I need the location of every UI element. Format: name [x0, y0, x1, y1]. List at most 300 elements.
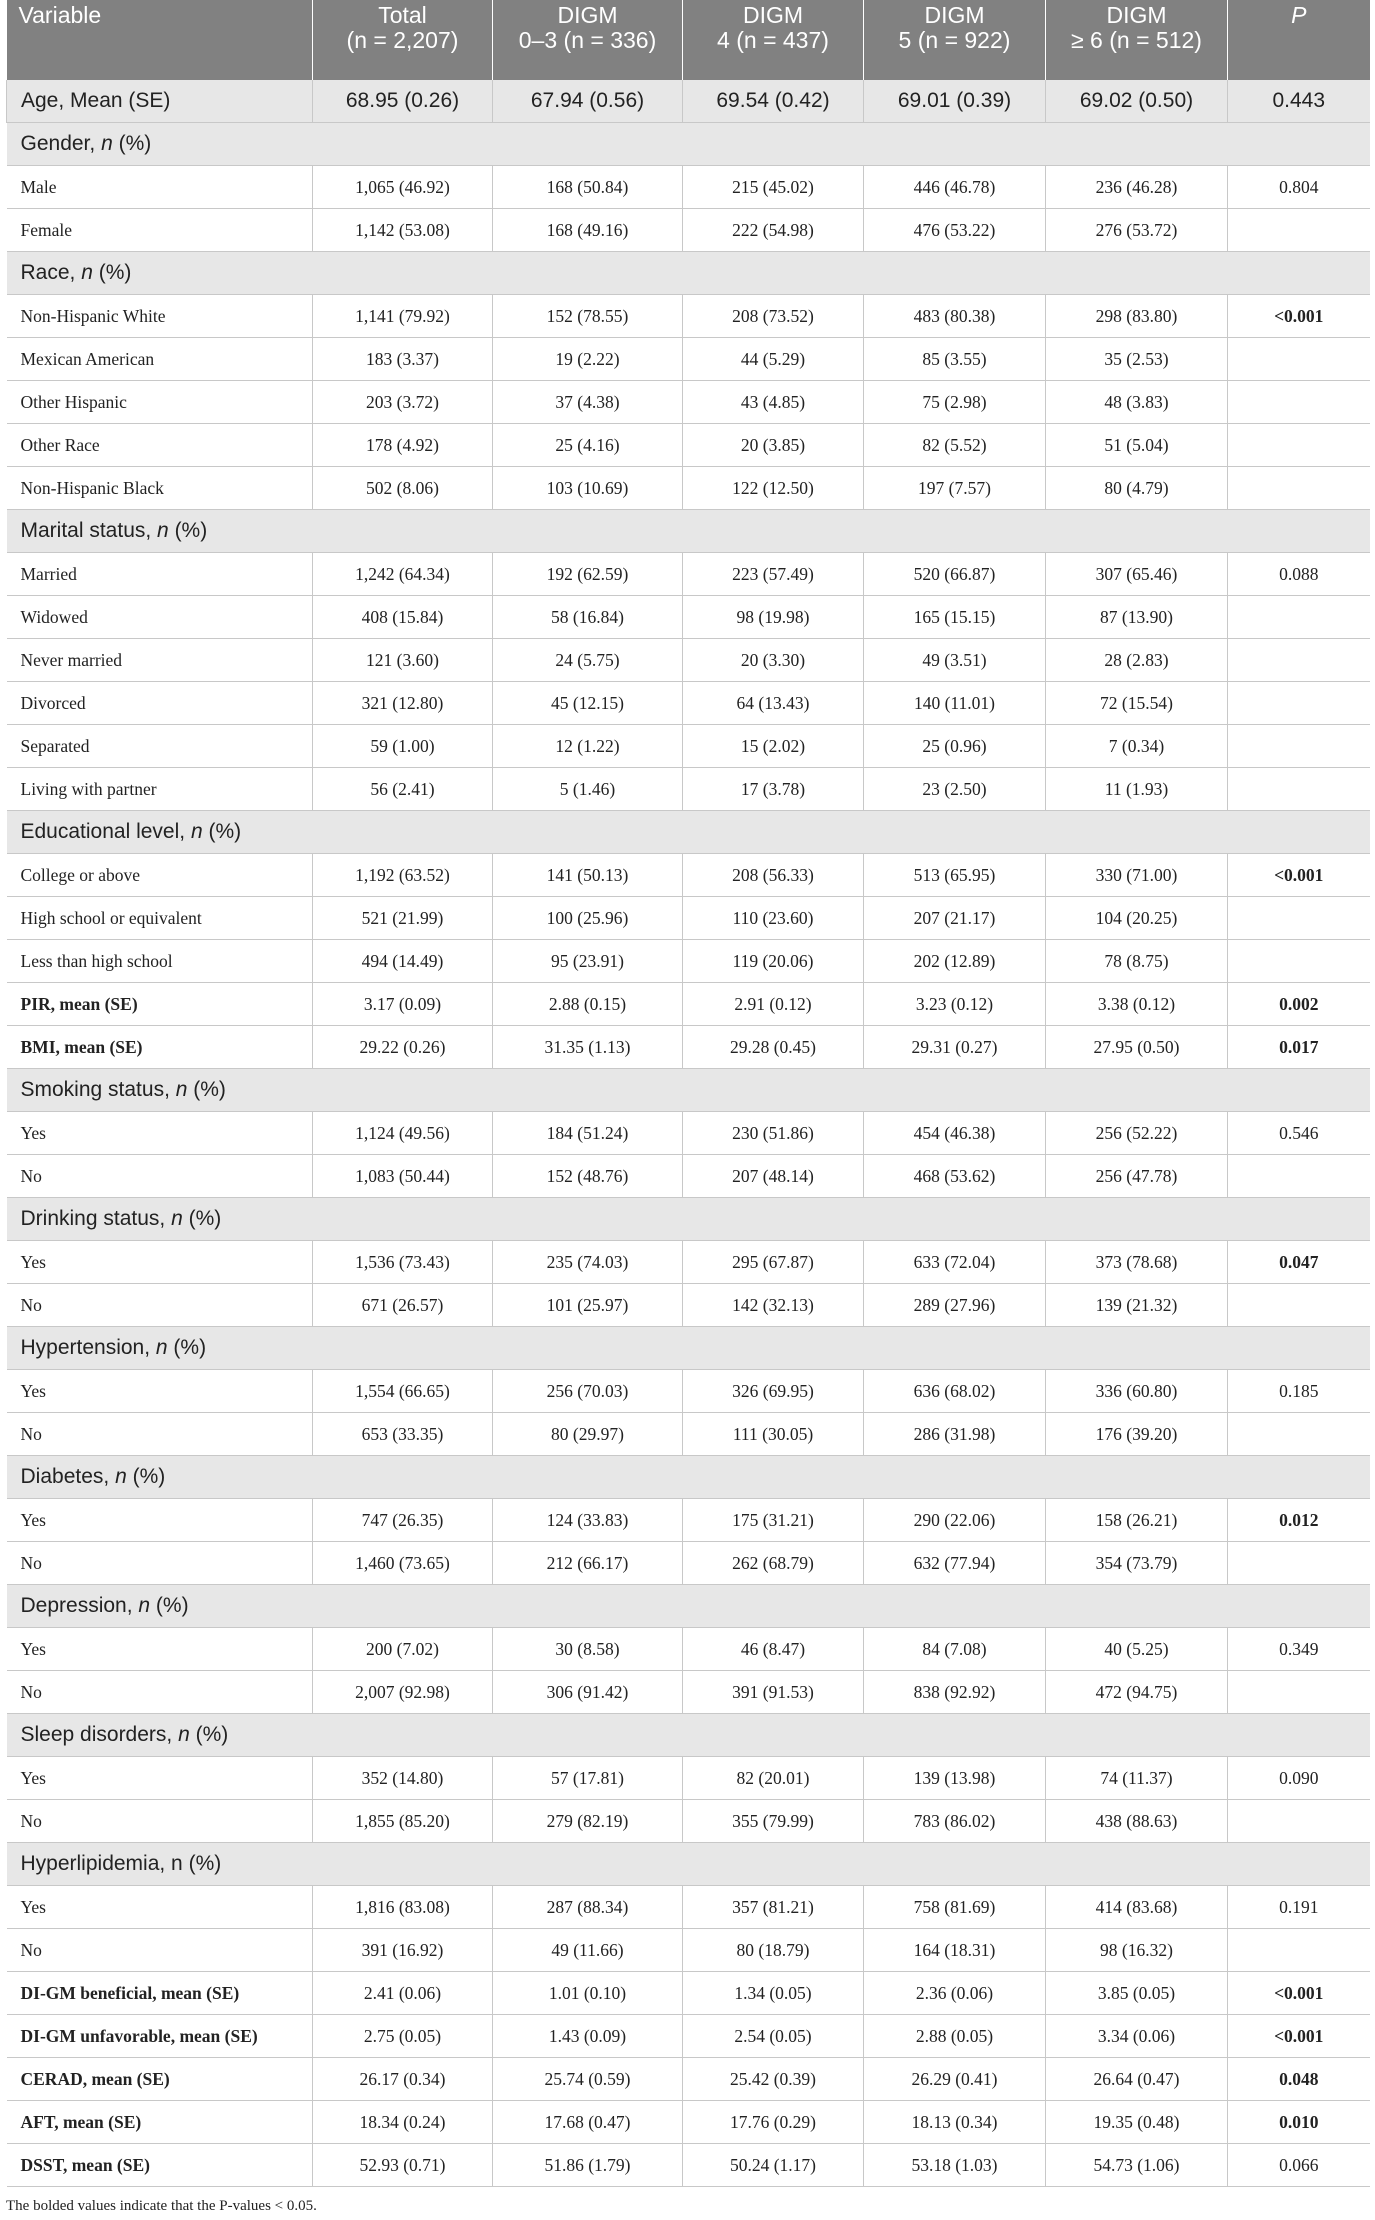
value-cell: 513 (65.95) [864, 854, 1046, 897]
table-row [7, 1370, 1370, 1413]
value-cell: 276 (53.72) [1046, 209, 1228, 252]
table-body [7, 80, 1370, 2187]
section-label [7, 1198, 1370, 1241]
value-cell: 3.17 (0.09) [313, 983, 493, 1026]
row-label: Non-Hispanic White [7, 295, 313, 338]
value-cell: 632 (77.94) [864, 1542, 1046, 1585]
value-cell: 2.36 (0.06) [864, 1972, 1046, 2015]
table-row [7, 295, 1370, 338]
value-cell: 1,536 (73.43) [313, 1241, 493, 1284]
table-row [7, 897, 1370, 940]
table-row [7, 983, 1370, 1026]
value-cell: 1.01 (0.10) [493, 1972, 683, 2015]
section-row [7, 510, 1370, 553]
row-label: PIR, mean (SE) [7, 983, 313, 1026]
value-cell: 59 (1.00) [313, 725, 493, 768]
value-cell: 48 (3.83) [1046, 381, 1228, 424]
value-cell: 18.34 (0.24) [313, 2101, 493, 2144]
value-cell: 142 (32.13) [683, 1284, 864, 1327]
p-value-cell [1228, 940, 1370, 983]
table-row [7, 725, 1370, 768]
value-cell: 391 (91.53) [683, 1671, 864, 1714]
value-cell: 212 (66.17) [493, 1542, 683, 1585]
value-cell: 80 (18.79) [683, 1929, 864, 1972]
value-cell: 215 (45.02) [683, 166, 864, 209]
value-cell: 35 (2.53) [1046, 338, 1228, 381]
row-label: BMI, mean (SE) [7, 1026, 313, 1069]
row-label: AFT, mean (SE) [7, 2101, 313, 2144]
value-cell: 633 (72.04) [864, 1241, 1046, 1284]
value-cell: 1,083 (50.44) [313, 1155, 493, 1198]
p-value-cell [1228, 725, 1370, 768]
section-label-n: n [155, 1336, 168, 1359]
value-cell: 287 (88.34) [493, 1886, 683, 1929]
value-cell: 24 (5.75) [493, 639, 683, 682]
section-row [7, 811, 1370, 854]
section-label [7, 1327, 1370, 1370]
p-value-cell [1228, 1284, 1370, 1327]
section-label-text: Diabetes, [20, 1465, 116, 1488]
section-row [7, 1843, 1370, 1886]
value-cell: 202 (12.89) [864, 940, 1046, 983]
value-cell: 197 (7.57) [864, 467, 1046, 510]
row-label: High school or equivalent [7, 897, 313, 940]
value-cell: 56 (2.41) [313, 768, 493, 811]
table-row [7, 381, 1370, 424]
value-cell: 2.41 (0.06) [313, 1972, 493, 2015]
row-label: Yes [7, 1628, 313, 1671]
value-cell: 25.42 (0.39) [683, 2058, 864, 2101]
section-row [7, 1198, 1370, 1241]
section-label-n: n [171, 1207, 183, 1230]
value-cell: 1,816 (83.08) [313, 1886, 493, 1929]
row-label: Divorced [7, 682, 313, 725]
row-label: Other Hispanic [7, 381, 313, 424]
row-label: DI-GM beneficial, mean (SE) [7, 1972, 313, 2015]
header-line2: ≥ 6 (n = 512) [1071, 27, 1202, 53]
p-value-cell [1228, 1542, 1370, 1585]
section-label-text: Marital status, [20, 519, 158, 542]
value-cell: 298 (83.80) [1046, 295, 1228, 338]
p-value-cell [1228, 467, 1370, 510]
section-label-tail: (%) [182, 1207, 222, 1230]
value-cell: 438 (88.63) [1046, 1800, 1228, 1843]
value-cell: 295 (67.87) [683, 1241, 864, 1284]
value-cell: 124 (33.83) [493, 1499, 683, 1542]
table-row [7, 1413, 1370, 1456]
p-value-cell [1228, 381, 1370, 424]
value-cell: 176 (39.20) [1046, 1413, 1228, 1456]
value-cell: 85 (3.55) [864, 338, 1046, 381]
value-cell: 321 (12.80) [313, 682, 493, 725]
header-line1: Total [378, 2, 427, 28]
value-cell: 1,141 (79.92) [313, 295, 493, 338]
value-cell: 336 (60.80) [1046, 1370, 1228, 1413]
row-label: Yes [7, 1370, 313, 1413]
value-cell: 758 (81.69) [864, 1886, 1046, 1929]
value-cell: 104 (20.25) [1046, 897, 1228, 940]
p-value-cell [1228, 424, 1370, 467]
value-cell: 235 (74.03) [493, 1241, 683, 1284]
value-cell: 1,192 (63.52) [313, 854, 493, 897]
value-cell: 164 (18.31) [864, 1929, 1046, 1972]
value-cell: 75 (2.98) [864, 381, 1046, 424]
value-cell: 158 (26.21) [1046, 1499, 1228, 1542]
row-label: Widowed [7, 596, 313, 639]
value-cell: 69.02 (0.50) [1046, 80, 1228, 123]
value-cell: 74 (11.37) [1046, 1757, 1228, 1800]
header-line2: 5 (n = 922) [898, 27, 1011, 53]
value-cell: 330 (71.00) [1046, 854, 1228, 897]
section-label-tail: (%) [112, 132, 152, 155]
row-label: CERAD, mean (SE) [7, 2058, 313, 2101]
value-cell: 57 (17.81) [493, 1757, 683, 1800]
value-cell: 2.75 (0.05) [313, 2015, 493, 2058]
row-label: Less than high school [7, 940, 313, 983]
value-cell: 483 (80.38) [864, 295, 1046, 338]
row-label: No [7, 1671, 313, 1714]
value-cell: 87 (13.90) [1046, 596, 1228, 639]
table-row [7, 1886, 1370, 1929]
value-cell: 838 (92.92) [864, 1671, 1046, 1714]
value-cell: 175 (31.21) [683, 1499, 864, 1542]
value-cell: 5 (1.46) [493, 768, 683, 811]
p-value-cell: 0.066 [1228, 2144, 1370, 2187]
value-cell: 236 (46.28) [1046, 166, 1228, 209]
p-value-cell [1228, 1929, 1370, 1972]
value-cell: 30 (8.58) [493, 1628, 683, 1671]
p-value-cell: 0.191 [1228, 1886, 1370, 1929]
value-cell: 58 (16.84) [493, 596, 683, 639]
value-cell: 472 (94.75) [1046, 1671, 1228, 1714]
row-label: No [7, 1413, 313, 1456]
section-row [7, 252, 1370, 295]
p-value-cell: 0.349 [1228, 1628, 1370, 1671]
section-label [7, 510, 1370, 553]
value-cell: 98 (19.98) [683, 596, 864, 639]
value-cell: 454 (46.38) [864, 1112, 1046, 1155]
section-label-n: n [178, 1723, 190, 1746]
header-line1: DIGM [557, 2, 618, 28]
value-cell: 230 (51.86) [683, 1112, 864, 1155]
section-label-tail: (%) [168, 519, 208, 542]
value-cell: 178 (4.92) [313, 424, 493, 467]
p-value-cell: 0.010 [1228, 2101, 1370, 2144]
value-cell: 207 (48.14) [683, 1155, 864, 1198]
value-cell: 17 (3.78) [683, 768, 864, 811]
value-cell: 408 (15.84) [313, 596, 493, 639]
table-row [7, 2144, 1370, 2187]
value-cell: 183 (3.37) [313, 338, 493, 381]
value-cell: 521 (21.99) [313, 897, 493, 940]
header-line1: DIGM [924, 2, 985, 28]
table-row [7, 2101, 1370, 2144]
table-row [7, 1542, 1370, 1585]
row-label: No [7, 1155, 313, 1198]
value-cell: 29.22 (0.26) [313, 1026, 493, 1069]
value-cell: 468 (53.62) [864, 1155, 1046, 1198]
value-cell: 26.29 (0.41) [864, 2058, 1046, 2101]
value-cell: 78 (8.75) [1046, 940, 1228, 983]
section-label [7, 811, 1370, 854]
value-cell: 26.64 (0.47) [1046, 2058, 1228, 2101]
value-cell: 15 (2.02) [683, 725, 864, 768]
value-cell: 119 (20.06) [683, 940, 864, 983]
section-label [7, 1456, 1370, 1499]
table-header [7, 0, 1370, 80]
value-cell: 355 (79.99) [683, 1800, 864, 1843]
value-cell: 25 (4.16) [493, 424, 683, 467]
value-cell: 256 (47.78) [1046, 1155, 1228, 1198]
value-cell: 82 (20.01) [683, 1757, 864, 1800]
value-cell: 354 (73.79) [1046, 1542, 1228, 1585]
section-label-tail: (%) [126, 1465, 166, 1488]
value-cell: 98 (16.32) [1046, 1929, 1228, 1972]
value-cell: 184 (51.24) [493, 1112, 683, 1155]
header-p-value: P [1228, 0, 1370, 80]
p-value-cell [1228, 1671, 1370, 1714]
value-cell: 72 (15.54) [1046, 682, 1228, 725]
row-label: Yes [7, 1499, 313, 1542]
section-label-n: n [101, 132, 113, 155]
table-row [7, 166, 1370, 209]
table-row [7, 682, 1370, 725]
value-cell: 7 (0.34) [1046, 725, 1228, 768]
section-label-text: Gender, [20, 132, 102, 155]
table-row [7, 1112, 1370, 1155]
value-cell: 168 (49.16) [493, 209, 683, 252]
p-value-cell: <0.001 [1228, 2015, 1370, 2058]
p-value-cell: <0.001 [1228, 295, 1370, 338]
header-line2: (n = 2,207) [346, 27, 459, 53]
table-row [7, 1757, 1370, 1800]
p-value-cell: 0.048 [1228, 2058, 1370, 2101]
section-label-n: n [115, 1465, 127, 1488]
value-cell: 279 (82.19) [493, 1800, 683, 1843]
p-value-cell: 0.804 [1228, 166, 1370, 209]
section-label-text: Race, [20, 261, 82, 284]
value-cell: 208 (73.52) [683, 295, 864, 338]
header-digm-0-3 [493, 0, 683, 80]
value-cell: 3.34 (0.06) [1046, 2015, 1228, 2058]
p-value-cell: 0.546 [1228, 1112, 1370, 1155]
table-row [7, 940, 1370, 983]
section-label-text: Drinking status, [20, 1207, 172, 1230]
value-cell: 1,460 (73.65) [313, 1542, 493, 1585]
p-value-cell: 0.088 [1228, 553, 1370, 596]
table-row [7, 639, 1370, 682]
p-value-cell: <0.001 [1228, 1972, 1370, 2015]
value-cell: 45 (12.15) [493, 682, 683, 725]
value-cell: 139 (21.32) [1046, 1284, 1228, 1327]
table-row [7, 553, 1370, 596]
table-row [7, 209, 1370, 252]
p-value-cell [1228, 209, 1370, 252]
value-cell: 139 (13.98) [864, 1757, 1046, 1800]
table-row [7, 1155, 1370, 1198]
table-row [7, 1241, 1370, 1284]
table-row [7, 1499, 1370, 1542]
value-cell: 80 (4.79) [1046, 467, 1228, 510]
value-cell: 52.93 (0.71) [313, 2144, 493, 2187]
table-row [7, 1929, 1370, 1972]
table-row [7, 854, 1370, 897]
p-value-cell: 0.443 [1228, 80, 1370, 123]
row-label: No [7, 1284, 313, 1327]
table-row [7, 1671, 1370, 1714]
header-line1: DIGM [742, 2, 804, 28]
section-label [7, 1069, 1370, 1112]
value-cell: 69.01 (0.39) [864, 80, 1046, 123]
p-value-cell: 0.012 [1228, 1499, 1370, 1542]
header-variable: Variable [7, 0, 313, 80]
section-label [7, 123, 1370, 166]
value-cell: 222 (54.98) [683, 209, 864, 252]
value-cell: 256 (52.22) [1046, 1112, 1228, 1155]
section-row [7, 1327, 1370, 1370]
table-row [7, 467, 1370, 510]
section-label-n: n [81, 261, 93, 284]
value-cell: 53.18 (1.03) [864, 2144, 1046, 2187]
section-label [7, 1585, 1370, 1628]
table-row [7, 1026, 1370, 1069]
table-row [7, 596, 1370, 639]
value-cell: 50.24 (1.17) [683, 2144, 864, 2187]
value-cell: 208 (56.33) [683, 854, 864, 897]
header-line1: DIGM [1106, 2, 1167, 28]
row-label: Male [7, 166, 313, 209]
value-cell: 84 (7.08) [864, 1628, 1046, 1671]
value-cell: 326 (69.95) [683, 1370, 864, 1413]
section-label [7, 1714, 1370, 1757]
row-label: Female [7, 209, 313, 252]
value-cell: 152 (48.76) [493, 1155, 683, 1198]
value-cell: 3.23 (0.12) [864, 983, 1046, 1026]
value-cell: 357 (81.21) [683, 1886, 864, 1929]
value-cell: 307 (65.46) [1046, 553, 1228, 596]
value-cell: 262 (68.79) [683, 1542, 864, 1585]
value-cell: 28 (2.83) [1046, 639, 1228, 682]
value-cell: 2.54 (0.05) [683, 2015, 864, 2058]
value-cell: 783 (86.02) [864, 1800, 1046, 1843]
header-total [313, 0, 493, 80]
section-label [7, 252, 1370, 295]
p-value-cell: 0.185 [1228, 1370, 1370, 1413]
value-cell: 200 (7.02) [313, 1628, 493, 1671]
value-cell: 80 (29.97) [493, 1413, 683, 1456]
section-label-n: n [190, 820, 203, 843]
value-cell: 494 (14.49) [313, 940, 493, 983]
section-label-n: n [175, 1078, 188, 1101]
table-row [7, 768, 1370, 811]
section-label-n: n [138, 1594, 151, 1617]
value-cell: 352 (14.80) [313, 1757, 493, 1800]
value-cell: 17.68 (0.47) [493, 2101, 683, 2144]
value-cell: 67.94 (0.56) [493, 80, 683, 123]
row-label: Yes [7, 1112, 313, 1155]
row-label: Separated [7, 725, 313, 768]
p-value-cell: <0.001 [1228, 854, 1370, 897]
table-row [7, 1800, 1370, 1843]
section-label-text: Sleep disorders, [20, 1723, 179, 1746]
value-cell: 18.13 (0.34) [864, 2101, 1046, 2144]
value-cell: 44 (5.29) [683, 338, 864, 381]
value-cell: 27.95 (0.50) [1046, 1026, 1228, 1069]
value-cell: 49 (11.66) [493, 1929, 683, 1972]
value-cell: 43 (4.85) [683, 381, 864, 424]
characteristics-table [6, 0, 1370, 2187]
row-label: Yes [7, 1241, 313, 1284]
row-label: Other Race [7, 424, 313, 467]
value-cell: 12 (1.22) [493, 725, 683, 768]
section-label-tail: (%) [167, 1336, 207, 1359]
value-cell: 64 (13.43) [683, 682, 864, 725]
section-label-tail: (%) [202, 820, 242, 843]
table-row [7, 80, 1370, 123]
value-cell: 26.17 (0.34) [313, 2058, 493, 2101]
value-cell: 95 (23.91) [493, 940, 683, 983]
value-cell: 373 (78.68) [1046, 1241, 1228, 1284]
value-cell: 54.73 (1.06) [1046, 2144, 1228, 2187]
value-cell: 51.86 (1.79) [493, 2144, 683, 2187]
p-value-cell [1228, 338, 1370, 381]
value-cell: 168 (50.84) [493, 166, 683, 209]
header-line2: 4 (n = 437) [717, 27, 829, 53]
p-value-cell [1228, 1800, 1370, 1843]
value-cell: 19.35 (0.48) [1046, 2101, 1228, 2144]
value-cell: 110 (23.60) [683, 897, 864, 940]
section-row [7, 123, 1370, 166]
row-label: Living with partner [7, 768, 313, 811]
value-cell: 25 (0.96) [864, 725, 1046, 768]
table-row [7, 424, 1370, 467]
value-cell: 256 (70.03) [493, 1370, 683, 1413]
value-cell: 17.76 (0.29) [683, 2101, 864, 2144]
p-value-cell [1228, 639, 1370, 682]
header-line2: 0–3 (n = 336) [518, 27, 657, 53]
p-value-cell: 0.002 [1228, 983, 1370, 1026]
table-row [7, 2015, 1370, 2058]
value-cell: 11 (1.93) [1046, 768, 1228, 811]
value-cell: 37 (4.38) [493, 381, 683, 424]
section-label-tail: (%) [92, 261, 132, 284]
row-label: Age, Mean (SE) [7, 80, 313, 123]
section-row [7, 1456, 1370, 1499]
row-label: No [7, 1929, 313, 1972]
section-label-text: Educational level, [20, 820, 191, 843]
value-cell: 23 (2.50) [864, 768, 1046, 811]
table-row [7, 1284, 1370, 1327]
value-cell: 446 (46.78) [864, 166, 1046, 209]
value-cell: 414 (83.68) [1046, 1886, 1228, 1929]
value-cell: 3.38 (0.12) [1046, 983, 1228, 1026]
value-cell: 100 (25.96) [493, 897, 683, 940]
header-digm-4 [683, 0, 864, 80]
value-cell: 3.85 (0.05) [1046, 1972, 1228, 2015]
section-label-tail: (%) [187, 1078, 226, 1101]
p-value-cell [1228, 768, 1370, 811]
p-value-cell [1228, 596, 1370, 639]
section-label-text: Hyperlipidemia, n (%) [20, 1852, 222, 1875]
value-cell: 1.34 (0.05) [683, 1972, 864, 2015]
section-row [7, 1069, 1370, 1112]
section-row [7, 1585, 1370, 1628]
row-label: Mexican American [7, 338, 313, 381]
value-cell: 40 (5.25) [1046, 1628, 1228, 1671]
table-row [7, 1628, 1370, 1671]
value-cell: 636 (68.02) [864, 1370, 1046, 1413]
table-row [7, 2058, 1370, 2101]
